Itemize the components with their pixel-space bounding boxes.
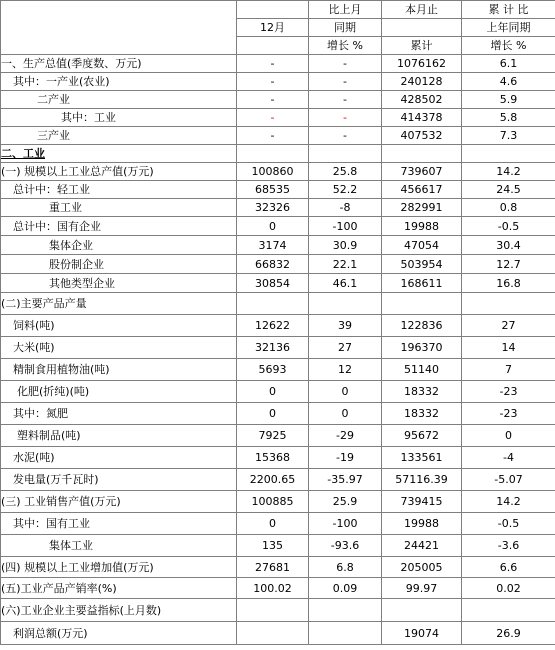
header-cum-line3: 累计	[382, 37, 462, 55]
row-cumyoy: 27	[462, 315, 555, 337]
row-yoy: 22.1	[309, 255, 382, 274]
row-label: 集体工业	[1, 535, 237, 557]
row-cum: 122836	[382, 315, 462, 337]
row-month: 135	[237, 535, 309, 557]
table-row	[1, 535, 555, 557]
table-row	[1, 109, 555, 127]
row-month: 12622	[237, 315, 309, 337]
row-yoy: -	[309, 55, 382, 73]
row-label: 一、生产总值(季度数、万元)	[1, 55, 237, 73]
row-yoy	[309, 622, 382, 645]
row-label: 饲料(吨)	[1, 315, 237, 337]
row-month: 27681	[237, 557, 309, 578]
header-label-cell	[1, 1, 237, 55]
row-yoy	[309, 145, 382, 163]
row-cum: 47054	[382, 236, 462, 255]
table-row	[1, 425, 555, 447]
row-month: -	[237, 55, 309, 73]
row-cumyoy: -5.07	[462, 469, 555, 491]
row-yoy	[309, 599, 382, 622]
section-row	[1, 145, 555, 163]
row-month: 5693	[237, 359, 309, 381]
table-row	[1, 274, 555, 293]
row-cumyoy: 30.4	[462, 236, 555, 255]
row-yoy: 0	[309, 403, 382, 425]
header-month-top	[237, 1, 309, 19]
row-label: 其中：一产业(农业)	[1, 73, 237, 91]
row-cum: 24421	[382, 535, 462, 557]
header-yoy-line2: 同期	[309, 19, 382, 37]
header-cum-line2	[382, 19, 462, 37]
row-cumyoy	[462, 599, 555, 622]
table-row	[1, 199, 555, 217]
row-cumyoy: -4	[462, 447, 555, 469]
row-month: 32136	[237, 337, 309, 359]
row-yoy: -100	[309, 513, 382, 535]
row-yoy: -	[309, 127, 382, 145]
row-cum: 99.97	[382, 578, 462, 599]
row-month	[237, 622, 309, 645]
row-month: 0	[237, 403, 309, 425]
row-month	[237, 293, 309, 315]
row-cum: 19988	[382, 513, 462, 535]
row-yoy: -100	[309, 217, 382, 236]
row-yoy: 27	[309, 337, 382, 359]
row-cumyoy: 24.5	[462, 181, 555, 199]
row-cumyoy: -23	[462, 381, 555, 403]
row-cumyoy: 0	[462, 425, 555, 447]
row-cumyoy: -23	[462, 403, 555, 425]
row-cum	[382, 145, 462, 163]
row-cumyoy	[462, 293, 555, 315]
row-cumyoy: 12.7	[462, 255, 555, 274]
table-row	[1, 315, 555, 337]
row-cumyoy: 6.6	[462, 557, 555, 578]
table-row	[1, 381, 555, 403]
row-month: 100860	[237, 163, 309, 181]
header-cum-line1: 本月止	[382, 1, 462, 19]
row-cum: 19074	[382, 622, 462, 645]
table-row	[1, 403, 555, 425]
row-label: 重工业	[1, 199, 237, 217]
row-label: (一) 规模以上工业总产值(万元)	[1, 163, 237, 181]
row-label: 其他类型企业	[1, 274, 237, 293]
row-label: (三) 工业销售产值(万元)	[1, 491, 237, 513]
row-label: 总计中：轻工业	[1, 181, 237, 199]
row-cum: 19988	[382, 217, 462, 236]
row-label: 化肥(折纯)(吨)	[1, 381, 237, 403]
row-month: -	[237, 127, 309, 145]
row-month: -	[237, 91, 309, 109]
row-cum: 282991	[382, 199, 462, 217]
row-cumyoy	[462, 145, 555, 163]
table-row	[1, 73, 555, 91]
table-row	[1, 557, 555, 578]
table-row	[1, 255, 555, 274]
row-month: -	[237, 109, 309, 127]
row-yoy: -	[309, 109, 382, 127]
table-row	[1, 491, 555, 513]
row-month	[237, 599, 309, 622]
row-cumyoy: 5.9	[462, 91, 555, 109]
row-yoy: 30.9	[309, 236, 382, 255]
row-cumyoy: 16.8	[462, 274, 555, 293]
row-label: 其中：工业	[1, 109, 237, 127]
row-cum: 57116.39	[382, 469, 462, 491]
row-label: 股份制企业	[1, 255, 237, 274]
row-yoy: 52.2	[309, 181, 382, 199]
row-month: 66832	[237, 255, 309, 274]
row-label: 二产业	[1, 91, 237, 109]
row-yoy: -8	[309, 199, 382, 217]
section-title-text: 二、工业	[1, 147, 45, 160]
row-yoy: 0	[309, 381, 382, 403]
table-row	[1, 181, 555, 199]
row-cumyoy: -0.5	[462, 513, 555, 535]
row-label: 发电量(万千瓦时)	[1, 469, 237, 491]
row-cum: 407532	[382, 127, 462, 145]
header-row-1	[1, 1, 555, 19]
row-cum	[382, 293, 462, 315]
row-label: (四) 规模以上工业增加值(万元)	[1, 557, 237, 578]
row-month: 100885	[237, 491, 309, 513]
table-row	[1, 91, 555, 109]
row-yoy: 25.8	[309, 163, 382, 181]
section-row	[1, 293, 555, 315]
row-month: 15368	[237, 447, 309, 469]
row-cum: 240128	[382, 73, 462, 91]
row-yoy	[309, 293, 382, 315]
row-cumyoy: 7.3	[462, 127, 555, 145]
row-label: 利润总额(万元)	[1, 622, 237, 645]
table-row	[1, 127, 555, 145]
header-yoy-line1: 比上月	[309, 1, 382, 19]
table-row	[1, 359, 555, 381]
row-yoy: -19	[309, 447, 382, 469]
row-month: 30854	[237, 274, 309, 293]
row-label: 大米(吨)	[1, 337, 237, 359]
row-month	[237, 145, 309, 163]
row-month: 0	[237, 217, 309, 236]
row-cumyoy: 7	[462, 359, 555, 381]
table-row	[1, 578, 555, 599]
row-month: 32326	[237, 199, 309, 217]
row-cum	[382, 599, 462, 622]
row-cum: 51140	[382, 359, 462, 381]
row-yoy: -93.6	[309, 535, 382, 557]
row-yoy: -35.97	[309, 469, 382, 491]
row-label: 其中：国有工业	[1, 513, 237, 535]
row-label: (五)工业产品产销率(%)	[1, 578, 237, 599]
header-cumyoy-line2: 上年同期	[462, 19, 555, 37]
row-label: 集体企业	[1, 236, 237, 255]
row-yoy: -	[309, 73, 382, 91]
row-month: 100.02	[237, 578, 309, 599]
row-cumyoy: 14	[462, 337, 555, 359]
header-month-bottom	[237, 37, 309, 55]
row-month: 0	[237, 381, 309, 403]
row-cum: 1076162	[382, 55, 462, 73]
row-cumyoy: 26.9	[462, 622, 555, 645]
table-row	[1, 447, 555, 469]
row-cum: 95672	[382, 425, 462, 447]
row-cum: 205005	[382, 557, 462, 578]
row-yoy: -	[309, 91, 382, 109]
row-month: 68535	[237, 181, 309, 199]
row-yoy: 25.9	[309, 491, 382, 513]
row-cumyoy: 6.1	[462, 55, 555, 73]
table-row	[1, 163, 555, 181]
row-cum: 168611	[382, 274, 462, 293]
row-month: 0	[237, 513, 309, 535]
table-row	[1, 469, 555, 491]
row-cum: 414378	[382, 109, 462, 127]
row-cumyoy: 0.02	[462, 578, 555, 599]
header-yoy-line3: 增长 %	[309, 37, 382, 55]
row-label: 塑料制品(吨)	[1, 425, 237, 447]
row-yoy: -29	[309, 425, 382, 447]
table-row	[1, 622, 555, 645]
row-label: (六)工业企业主要益指标(上月数)	[1, 599, 237, 622]
row-cum: 428502	[382, 91, 462, 109]
row-cum: 133561	[382, 447, 462, 469]
row-cum: 18332	[382, 381, 462, 403]
table-row	[1, 236, 555, 255]
table-row	[1, 55, 555, 73]
row-label: 精制食用植物油(吨)	[1, 359, 237, 381]
row-label: 总计中：国有企业	[1, 217, 237, 236]
row-cumyoy: 14.2	[462, 163, 555, 181]
header-cumyoy-line3: 增长 %	[462, 37, 555, 55]
row-cum: 739415	[382, 491, 462, 513]
row-cum: 18332	[382, 403, 462, 425]
row-label: (二)主要产品产量	[1, 293, 237, 315]
table-row	[1, 217, 555, 236]
row-month: 2200.65	[237, 469, 309, 491]
table-row	[1, 337, 555, 359]
row-cum: 456617	[382, 181, 462, 199]
row-label: 水泥(吨)	[1, 447, 237, 469]
row-month: -	[237, 73, 309, 91]
row-label: 三产业	[1, 127, 237, 145]
row-cumyoy: 4.6	[462, 73, 555, 91]
row-cumyoy: 0.8	[462, 199, 555, 217]
header-month: 12月	[237, 19, 309, 37]
row-yoy: 6.8	[309, 557, 382, 578]
section-row	[1, 599, 555, 622]
row-cumyoy: -3.6	[462, 535, 555, 557]
row-cumyoy: -0.5	[462, 217, 555, 236]
row-yoy: 46.1	[309, 274, 382, 293]
header-cumyoy-line1: 累 计 比	[462, 1, 555, 19]
row-cum: 739607	[382, 163, 462, 181]
row-cum: 196370	[382, 337, 462, 359]
row-cumyoy: 14.2	[462, 491, 555, 513]
row-label: 其中：氮肥	[1, 403, 237, 425]
row-cum: 503954	[382, 255, 462, 274]
section-title	[1, 145, 237, 163]
table-row	[1, 513, 555, 535]
row-month: 7925	[237, 425, 309, 447]
row-yoy: 39	[309, 315, 382, 337]
row-yoy: 0.09	[309, 578, 382, 599]
row-month: 3174	[237, 236, 309, 255]
row-yoy: 12	[309, 359, 382, 381]
row-cumyoy: 5.8	[462, 109, 555, 127]
